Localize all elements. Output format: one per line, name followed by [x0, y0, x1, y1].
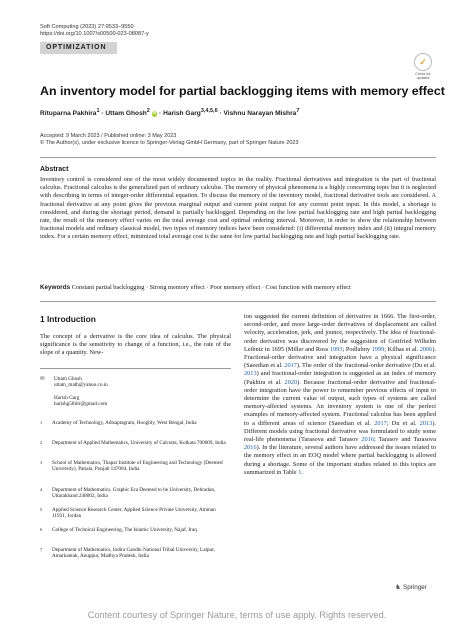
author-name[interactable]: Rituparna Pakhira: [40, 110, 97, 118]
author-affiliation-mark: 3,4,5,6: [200, 108, 218, 114]
affiliation-text: Department of Mathematics, Indira Gandhi National Tribal University, Lalpur, Amarkantak, Anuppur, Madhya Pradesh, India: [52, 547, 215, 560]
author-name[interactable]: Uttam Ghosh: [105, 110, 147, 118]
citation-link[interactable]: 2016: [244, 444, 257, 452]
keywords-text: Constant partial backlogging · Strong memory effect · Poor memory effect · Cost function with memory effect: [71, 284, 351, 291]
introduction-paragraph-continued: ton suggested the current definition of derivative in 1666. The first-order, second-order, and more large-order derivatives of displacement are called velocity, acceleration, jerk, and jounce, respectively. The idea of fractional-order derivative was discovered by the suggestion of Gottfried Wilhelm Leibniz in 1695 (Miller and Ross 1993; Podlubny 1999; Kilbas et al. 2006). Fractional-order derivative and integration have a physical significance (Saeedian et al. 2017). The order of the fractional-order derivative (Du et al. 2013) and fractional-order integration is suggested as an index of memory (Pakhira et al. 2020). Because fractional-order derivative and fractional-order integration have the power to remember previous effects of input to determine the current value of output, such types of systems are called memory-affected systems. An inventory system is one of the perfect examples of memory-affected system. Fractional calculus has been applied to a different areas of science (Saeedian et al. 2017; Du et al. 2013). Different models using fractional derivative was formulated to study some real-life phenomena (Tarasova and Tarasov 2016; Tarasov and Tarasova 2016). In the literature, several authors have addressed the issues related to the memory effect in an EOQ model where partial backlogging is allowed during a shortage. Some of the important studies related to this topics are summarized in Table 1.: [244, 313, 437, 476]
affiliation-number: 4: [40, 487, 43, 492]
author-separator: ·: [157, 110, 164, 118]
affiliation-text: Applied Science Research Center, Applied Science Private University, Amman 11931, Jordan: [52, 507, 216, 520]
citation-link[interactable]: 2006: [419, 345, 433, 353]
publisher-name: Springer: [403, 584, 427, 591]
affiliation-text: Academy of Technology, Adisaptagram, Hooghly, West Bengal, India: [52, 420, 197, 426]
author-name[interactable]: Harish Garg: [163, 110, 201, 118]
contact-name: Harish Garg: [54, 395, 80, 401]
affiliation-item: [40, 440, 231, 446]
affiliation-number: 7: [40, 547, 43, 552]
affiliation-item: [40, 527, 231, 533]
affiliation-item: [40, 420, 231, 426]
section-label-bar: [40, 42, 117, 54]
citation-link[interactable]: 2013: [244, 370, 257, 378]
table-reference-link[interactable]: 1: [298, 468, 302, 476]
corresponding-author: [40, 376, 231, 389]
affiliation-item: [40, 507, 231, 520]
citation-link[interactable]: 1999: [371, 345, 385, 353]
introduction-paragraph: The concept of a derivative is the core idea of calculus. The physical significance is the sensitivity to change of a function, i.e., the rate of the slope of a quantity. New-: [40, 333, 231, 357]
author-list: [40, 108, 299, 117]
citation-link[interactable]: 2020: [284, 378, 298, 386]
affiliation-number: 5: [40, 507, 43, 512]
affiliation-text: School of Mathematics, Thapar Institute of Engineering and Technology (Deemed University), Patiala, Punjab 147004, India: [52, 460, 223, 473]
keywords-label: Keywords: [40, 284, 71, 291]
check-for-updates-badge[interactable]: [412, 53, 434, 81]
journal-citation: Soft Computing (2023) 27:9533–9550: [40, 24, 134, 30]
footer-courtesy-notice: Content courtesy of Springer Nature, terms of use apply. Rights reserved.: [87, 610, 387, 620]
affiliation-number: 3: [40, 460, 43, 465]
keywords: [40, 284, 436, 292]
corresponding-author: [40, 395, 231, 408]
contact-name: Uttam Ghosh: [54, 376, 82, 382]
author-affiliation-mark: 2: [146, 108, 150, 114]
citation-link[interactable]: 2017: [284, 362, 297, 370]
affiliation-number: 1: [40, 420, 43, 425]
author-name[interactable]: Vishnu Narayan Mishra: [223, 110, 297, 118]
abstract-body: Inventory control is considered one of the most widely documented topics in the reality. Fractional derivatives and integration is the part of fractional calculus. Fractional calculus is the generalized part of ordinary calculus. The memory of physical phenomena is a highly concerning topic but it is neglected with describing in terms of integer-order differential equation. To discuss the memory of the inventory model, fractional derivative tools are considered. A fractional derivative at any point gives the previous marginal output and current point output for any current point input. In this model, a shortage is considered, and during the shortage period, demand is partially backlogged. Depending on the low partial backlogging rate and high partial backlogging rate, the result of the memory effect varies on the total average cost and optimal ordering interval. Moreover, in order to show the relationship between fractional models and ordinary classical model, two types of memory indices have been considered: (i) differential memory index and (ii) integral memory index. For a certain memory effect, minimized total average cost is the same for low partial backlogging rate and high partial backlogging rate.: [40, 176, 436, 241]
affiliation-number: 2: [40, 440, 43, 445]
affiliation-text: College of Technical Engineering, The Islamic University, Najaf, Iraq: [52, 527, 197, 533]
publisher-logo: [395, 584, 427, 591]
divider: [40, 157, 436, 158]
copyright-line: © The Author(s), under exclusive licence to Springer-Verlag GmbH Germany, part of Springer Nature 2023: [40, 140, 299, 147]
author-affiliation-mark: 1: [96, 108, 100, 114]
check-updates-label: Check for updates: [415, 72, 431, 81]
journal-info: [40, 24, 149, 38]
author-separator: ·: [217, 110, 224, 118]
footnote-divider: [40, 368, 231, 369]
abstract-heading: Abstract: [40, 166, 69, 173]
author-affiliation-mark: 7: [296, 108, 300, 114]
accepted-published-line: Accepted: 9 March 2023 / Published online: 3 May 2023: [40, 133, 177, 139]
affiliation-text: Department of Mathematics, Graphic Era Deemed to be University, Dehradun, Uttarakhand 248002, India: [52, 487, 216, 500]
divider: [40, 301, 436, 302]
citation-link[interactable]: 2017: [374, 419, 387, 427]
affiliation-text: Department of Applied Mathematics, University of Calcutta, Kolkata 700009, India: [52, 440, 226, 446]
journal-doi[interactable]: https://doi.org/10.1007/s00500-023-08087-y: [40, 31, 149, 38]
publication-dates: [40, 133, 299, 147]
springer-horse-icon: ♞: [395, 584, 401, 591]
orcid-icon[interactable]: iD: [152, 111, 157, 116]
citation-link[interactable]: 1993: [329, 345, 343, 353]
citation-link[interactable]: 2016: [361, 436, 374, 444]
contact-email[interactable]: harishg58iitr@gmail.com: [54, 401, 108, 408]
affiliation-item: [40, 460, 231, 473]
envelope-icon: ✉: [40, 376, 45, 382]
section-label: OPTIMIZATION: [46, 44, 107, 51]
section-heading-introduction: 1 Introduction: [40, 314, 96, 324]
citation-link[interactable]: 2013: [419, 419, 433, 427]
affiliation-item: [40, 487, 231, 500]
paper-title: An inventory model for partial backlogging items with memory effect: [40, 84, 445, 98]
check-for-updates-icon: ✓: [414, 53, 432, 71]
author-separator: ·: [99, 110, 106, 118]
contact-email[interactable]: uttam_math@yahoo.co.in: [54, 382, 108, 389]
affiliation-number: 6: [40, 527, 43, 532]
affiliation-item: [40, 547, 231, 560]
